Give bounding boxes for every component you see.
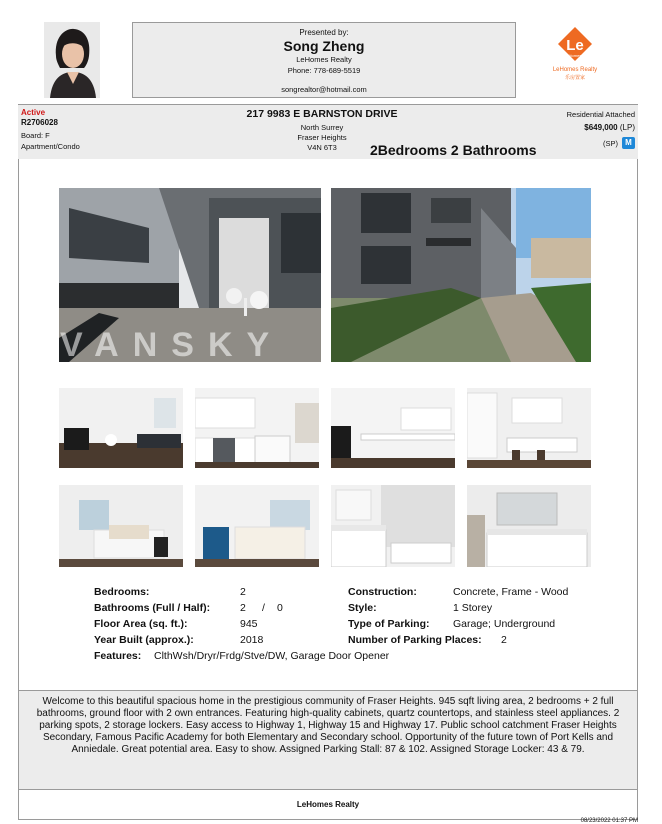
print-timestamp: 08/23/2022 01:37 PM <box>580 818 638 824</box>
agent-photo <box>44 22 100 98</box>
listing-subarea: Fraser Heights <box>297 133 347 142</box>
logo-caption: LeHomes Realty <box>552 67 598 73</box>
listing-address: 217 9983 E BARNSTON DRIVE <box>246 108 398 120</box>
watermark-text: VANSKY <box>60 326 284 364</box>
footer <box>18 790 638 820</box>
thumb-bedroom-2[interactable] <box>195 485 319 567</box>
parking-places-value: 2 <box>501 634 507 646</box>
price-value: $649,000 <box>584 123 618 132</box>
thumb-bathroom-2[interactable] <box>467 485 591 567</box>
agent-phone: Phone: 778-689-5519 <box>287 66 361 75</box>
main-photo-patio[interactable] <box>59 188 321 362</box>
bedrooms-value: 2 <box>240 586 246 598</box>
listing-class: Residential Attached <box>566 110 635 119</box>
thumb-living-room[interactable] <box>59 388 183 468</box>
parking-type-label: Type of Parking: <box>348 618 430 630</box>
bathrooms-half-value: 0 <box>277 602 283 614</box>
floor-area-value: 945 <box>240 618 258 630</box>
description-text: Welcome to this beautiful spacious home in the prestigious community of Fraser Heights. 945 sqft living area, 2 bedrooms + 2 full bathrooms, ground floor with 2 own entrances. Featuring high-quality cabinets, quartz countertops, and stainless steel appliances. 2 parking spots, 2 storage lockers. Easy access to Highway 1, Highway 15 and Highway 17. Public school catchment Fraser Heights Secondary, Famous Pacific Academy for both Elementary and Secondary school. Opportunity of the future town of Port Kells and Anniedale. Great potential area. Easy to show. Assigned Parking Stall: 87 & 102. Assigned Storage Locker: 43 & 79. <box>36 696 620 755</box>
floor-area-label: Floor Area (sq. ft.): <box>94 618 188 630</box>
brokerage-logo <box>540 24 610 94</box>
thumb-bedroom-1[interactable] <box>59 485 183 567</box>
bathrooms-separator: / <box>262 602 265 614</box>
logo-caption-cn: 乐房置家 <box>564 75 586 81</box>
listing-area: North Surrey <box>300 123 344 132</box>
agent-email[interactable]: songrealtor@hotmail.com <box>281 85 367 94</box>
listing-headline: 2Bedrooms 2 Bathrooms <box>370 142 537 158</box>
bedrooms-label: Bedrooms: <box>94 586 150 598</box>
presented-by-label: Presented by: <box>299 28 349 37</box>
bathrooms-label: Bathrooms (Full / Half): <box>94 602 211 614</box>
agent-name: Song Zheng <box>283 38 365 54</box>
thumb-dining[interactable] <box>331 388 455 468</box>
style-label: Style: <box>348 602 377 614</box>
description-box <box>18 690 638 790</box>
style-value: 1 Storey <box>453 602 493 614</box>
price-suffix: (LP) <box>619 123 635 132</box>
listing-status: Active <box>21 108 46 117</box>
listing-price <box>584 123 635 132</box>
property-type: Apartment/Condo <box>21 142 80 151</box>
mls-number: R2706028 <box>21 118 58 127</box>
year-built-label: Year Built (approx.): <box>94 634 194 646</box>
sold-price-row <box>603 137 635 149</box>
construction-value: Concrete, Frame - Wood <box>453 586 569 598</box>
features-label: Features: <box>94 650 142 662</box>
footer-brokerage: LeHomes Realty <box>296 800 360 809</box>
listing-summary <box>18 104 638 159</box>
thumb-kitchen-island[interactable] <box>467 388 591 468</box>
year-built-value: 2018 <box>240 634 264 646</box>
agent-brokerage: LeHomes Realty <box>296 55 352 64</box>
sold-price-label: (SP) <box>603 138 618 148</box>
thumb-bathroom-1[interactable] <box>331 485 455 567</box>
parking-type-value: Garage; Underground <box>453 618 556 630</box>
bathrooms-full-value: 2 <box>240 602 246 614</box>
listing-postal: V4N 6T3 <box>307 143 337 152</box>
features-value: ClthWsh/Dryr/Frdg/Stve/DW, Garage Door Opener <box>154 650 390 662</box>
presenter-box <box>132 22 516 98</box>
main-photo-exterior[interactable] <box>331 188 591 362</box>
thumb-kitchen[interactable] <box>195 388 319 468</box>
board-code: Board: F <box>21 131 50 140</box>
logo-sub: Homes <box>568 53 582 58</box>
construction-label: Construction: <box>348 586 417 598</box>
mls-badge-icon: M <box>622 137 635 149</box>
parking-places-label: Number of Parking Places: <box>348 634 482 646</box>
logo-mark: Le <box>566 37 584 54</box>
